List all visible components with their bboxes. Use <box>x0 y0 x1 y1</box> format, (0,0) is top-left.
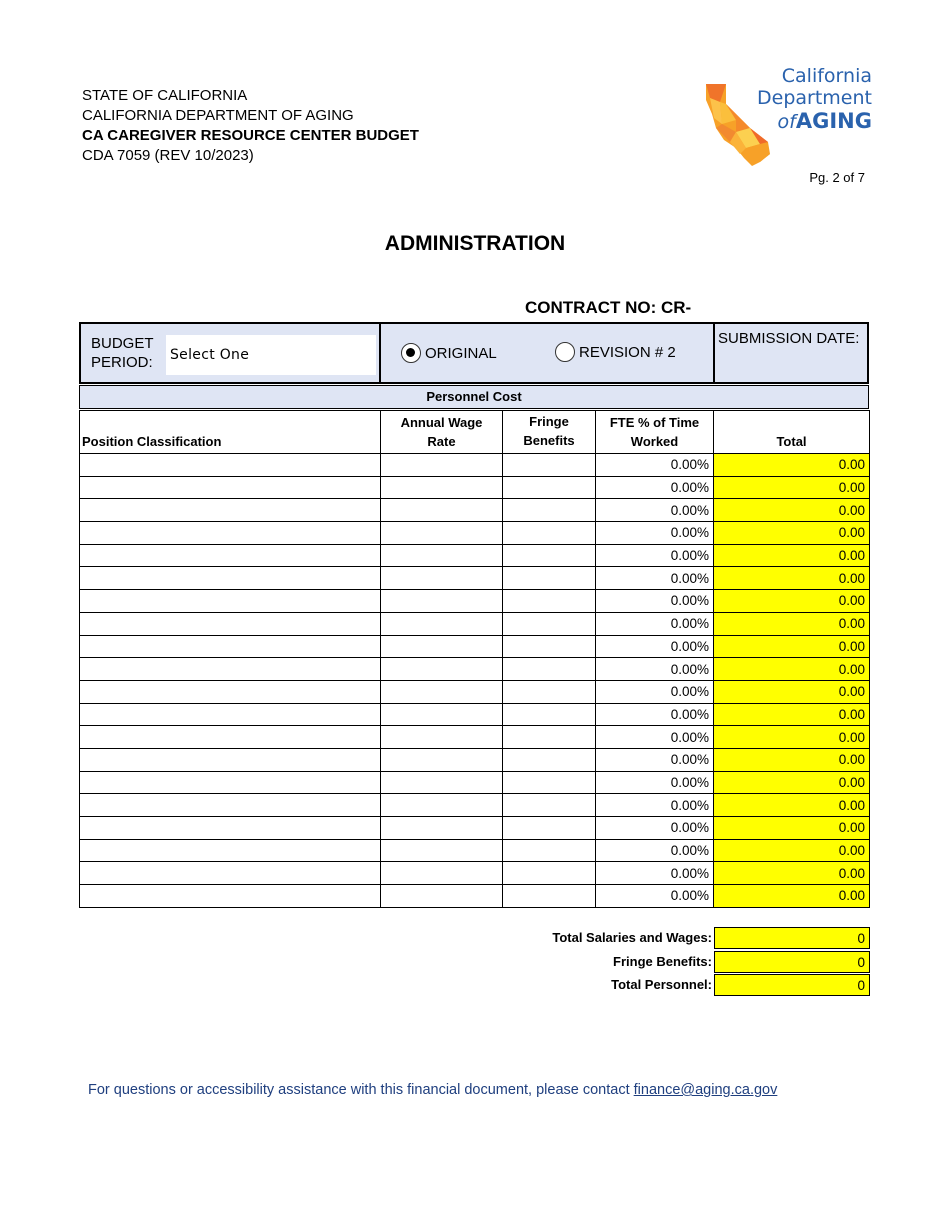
fte-cell[interactable]: 0.00% <box>596 544 714 567</box>
fringe-cell[interactable] <box>503 567 596 590</box>
col-header-position: Position Classification <box>80 411 381 454</box>
table-row <box>80 454 870 477</box>
total-cell: 0.00 <box>714 567 870 590</box>
fringe-cell[interactable] <box>503 885 596 908</box>
total-cell: 0.00 <box>714 748 870 771</box>
wage-cell[interactable] <box>381 544 503 567</box>
header-department: CALIFORNIA DEPARTMENT OF AGING <box>82 107 354 124</box>
total-cell: 0.00 <box>714 726 870 749</box>
total-cell: 0.00 <box>714 499 870 522</box>
position-cell[interactable] <box>80 885 381 908</box>
header-form-number: CDA 7059 (REV 10/2023) <box>82 147 254 164</box>
position-cell[interactable] <box>80 726 381 749</box>
table-row <box>80 567 870 590</box>
wage-cell[interactable] <box>381 567 503 590</box>
fte-cell[interactable]: 0.00% <box>596 522 714 545</box>
budget-period-label-line2: PERIOD: <box>91 354 153 371</box>
table-row <box>80 658 870 681</box>
wage-cell[interactable] <box>381 499 503 522</box>
panel-divider <box>713 324 715 382</box>
fte-cell[interactable]: 0.00% <box>596 726 714 749</box>
table-row <box>80 771 870 794</box>
revision-radio[interactable] <box>555 342 575 362</box>
table-row <box>80 794 870 817</box>
wage-cell[interactable] <box>381 748 503 771</box>
wage-cell[interactable] <box>381 454 503 477</box>
wage-cell[interactable] <box>381 612 503 635</box>
table-row <box>80 499 870 522</box>
position-cell[interactable] <box>80 680 381 703</box>
header-block <box>82 86 419 166</box>
submission-date-label: SUBMISSION DATE: <box>718 330 860 347</box>
fte-cell[interactable]: 0.00% <box>596 794 714 817</box>
wage-cell[interactable] <box>381 794 503 817</box>
total-cell: 0.00 <box>714 794 870 817</box>
budget-period-label-line1: BUDGET <box>91 335 154 352</box>
totals-block <box>480 927 870 998</box>
revision-radio-label: REVISION # 2 <box>579 344 676 361</box>
table-row <box>80 476 870 499</box>
fringe-benefits-value: 0 <box>714 951 870 973</box>
fringe-cell[interactable] <box>503 658 596 681</box>
col-header-fringe: Fringe Benefits <box>503 411 596 454</box>
fringe-cell[interactable] <box>503 748 596 771</box>
logo-of: of <box>777 111 796 133</box>
position-cell[interactable] <box>80 567 381 590</box>
position-cell[interactable] <box>80 817 381 840</box>
total-cell: 0.00 <box>714 658 870 681</box>
fringe-cell[interactable] <box>503 839 596 862</box>
logo-line-california: California <box>781 65 872 87</box>
fringe-cell[interactable] <box>503 544 596 567</box>
logo-line-department: Department <box>757 87 872 109</box>
footer-text: For questions or accessibility assistance with this financial document, please contact <box>88 1082 634 1098</box>
fte-cell[interactable]: 0.00% <box>596 817 714 840</box>
total-salaries-value: 0 <box>714 927 870 949</box>
wage-cell[interactable] <box>381 680 503 703</box>
table-row <box>80 817 870 840</box>
logo-text <box>736 65 872 135</box>
footer-note <box>88 1082 777 1098</box>
fringe-cell[interactable] <box>503 726 596 749</box>
position-cell[interactable] <box>80 454 381 477</box>
fringe-cell[interactable] <box>503 635 596 658</box>
total-cell: 0.00 <box>714 885 870 908</box>
fte-cell[interactable]: 0.00% <box>596 612 714 635</box>
total-personnel-value: 0 <box>714 974 870 996</box>
wage-cell[interactable] <box>381 635 503 658</box>
fringe-cell[interactable] <box>503 476 596 499</box>
total-cell: 0.00 <box>714 612 870 635</box>
table-row <box>80 612 870 635</box>
budget-period-label <box>91 334 154 372</box>
fringe-cell[interactable] <box>503 454 596 477</box>
fte-cell[interactable]: 0.00% <box>596 771 714 794</box>
total-cell: 0.00 <box>714 703 870 726</box>
fringe-cell[interactable] <box>503 771 596 794</box>
fte-cell[interactable]: 0.00% <box>596 454 714 477</box>
position-cell[interactable] <box>80 748 381 771</box>
position-cell[interactable] <box>80 522 381 545</box>
fringe-cell[interactable] <box>503 862 596 885</box>
wage-cell[interactable] <box>381 885 503 908</box>
fte-cell[interactable]: 0.00% <box>596 862 714 885</box>
fte-cell[interactable]: 0.00% <box>596 499 714 522</box>
table-row <box>80 703 870 726</box>
header-state: STATE OF CALIFORNIA <box>82 87 248 104</box>
table-row <box>80 680 870 703</box>
total-personnel-label: Total Personnel: <box>611 977 712 992</box>
fte-cell[interactable]: 0.00% <box>596 476 714 499</box>
table-header-row <box>80 411 870 454</box>
totals-row <box>480 951 870 975</box>
total-cell: 0.00 <box>714 476 870 499</box>
total-cell: 0.00 <box>714 590 870 613</box>
cda-logo <box>700 62 872 172</box>
panel-divider <box>379 324 381 382</box>
table-row <box>80 748 870 771</box>
wage-cell[interactable] <box>381 522 503 545</box>
page-title: ADMINISTRATION <box>384 232 566 255</box>
personnel-table <box>79 410 870 908</box>
position-cell[interactable] <box>80 476 381 499</box>
budget-info-panel <box>79 322 869 384</box>
wage-cell[interactable] <box>381 771 503 794</box>
wage-cell[interactable] <box>381 862 503 885</box>
contract-number-label[interactable]: CONTRACT NO: CR- <box>525 298 692 317</box>
fte-cell[interactable]: 0.00% <box>596 885 714 908</box>
total-cell: 0.00 <box>714 817 870 840</box>
wage-cell[interactable] <box>381 839 503 862</box>
total-cell: 0.00 <box>714 522 870 545</box>
fringe-cell[interactable] <box>503 522 596 545</box>
totals-row <box>480 927 870 951</box>
position-cell[interactable] <box>80 771 381 794</box>
fringe-cell[interactable] <box>503 499 596 522</box>
table-row <box>80 862 870 885</box>
total-cell: 0.00 <box>714 635 870 658</box>
position-cell[interactable] <box>80 839 381 862</box>
position-cell[interactable] <box>80 635 381 658</box>
wage-cell[interactable] <box>381 703 503 726</box>
wage-cell[interactable] <box>381 476 503 499</box>
position-cell[interactable] <box>80 590 381 613</box>
position-cell[interactable] <box>80 862 381 885</box>
col-header-wage: Annual Wage Rate <box>381 411 503 454</box>
table-row <box>80 885 870 908</box>
fte-cell[interactable]: 0.00% <box>596 680 714 703</box>
total-cell: 0.00 <box>714 839 870 862</box>
budget-period-select[interactable]: Select One <box>166 335 376 375</box>
position-cell[interactable] <box>80 499 381 522</box>
fte-cell[interactable]: 0.00% <box>596 748 714 771</box>
col-header-total: Total <box>714 411 870 454</box>
fte-cell[interactable]: 0.00% <box>596 839 714 862</box>
table-row <box>80 726 870 749</box>
fringe-cell[interactable] <box>503 817 596 840</box>
table-row <box>80 522 870 545</box>
total-cell: 0.00 <box>714 544 870 567</box>
table-row <box>80 635 870 658</box>
fte-cell[interactable]: 0.00% <box>596 658 714 681</box>
position-cell[interactable] <box>80 794 381 817</box>
totals-row <box>480 974 870 998</box>
total-cell: 0.00 <box>714 771 870 794</box>
fte-cell[interactable]: 0.00% <box>596 590 714 613</box>
fringe-cell[interactable] <box>503 794 596 817</box>
fte-cell[interactable]: 0.00% <box>596 567 714 590</box>
fringe-cell[interactable] <box>503 612 596 635</box>
fte-cell[interactable]: 0.00% <box>596 703 714 726</box>
personnel-cost-header: Personnel Cost <box>79 385 869 409</box>
col-header-fte: FTE % of Time Worked <box>596 411 714 454</box>
fringe-cell[interactable] <box>503 680 596 703</box>
logo-aging: AGING <box>795 109 872 133</box>
position-cell[interactable] <box>80 703 381 726</box>
wage-cell[interactable] <box>381 726 503 749</box>
table-row <box>80 839 870 862</box>
finance-email-link[interactable]: finance@aging.ca.gov <box>633 1082 778 1098</box>
wage-cell[interactable] <box>381 817 503 840</box>
page-number: Pg. 2 of 7 <box>809 170 865 185</box>
fringe-cell[interactable] <box>503 590 596 613</box>
wage-cell[interactable] <box>381 658 503 681</box>
logo-line-aging <box>736 109 872 135</box>
original-radio[interactable] <box>401 343 421 363</box>
fringe-benefits-label: Fringe Benefits: <box>613 953 712 969</box>
wage-cell[interactable] <box>381 590 503 613</box>
fte-cell[interactable]: 0.00% <box>596 635 714 658</box>
fringe-cell[interactable] <box>503 703 596 726</box>
total-salaries-label: Total Salaries and Wages: <box>552 930 712 945</box>
total-cell: 0.00 <box>714 680 870 703</box>
header-form-name: CA CAREGIVER RESOURCE CENTER BUDGET <box>82 127 419 144</box>
radio-selected-dot <box>406 348 415 357</box>
table-row <box>80 544 870 567</box>
position-cell[interactable] <box>80 658 381 681</box>
original-radio-label: ORIGINAL <box>425 345 497 362</box>
position-cell[interactable] <box>80 612 381 635</box>
position-cell[interactable] <box>80 544 381 567</box>
total-cell: 0.00 <box>714 454 870 477</box>
total-cell: 0.00 <box>714 862 870 885</box>
table-row <box>80 590 870 613</box>
